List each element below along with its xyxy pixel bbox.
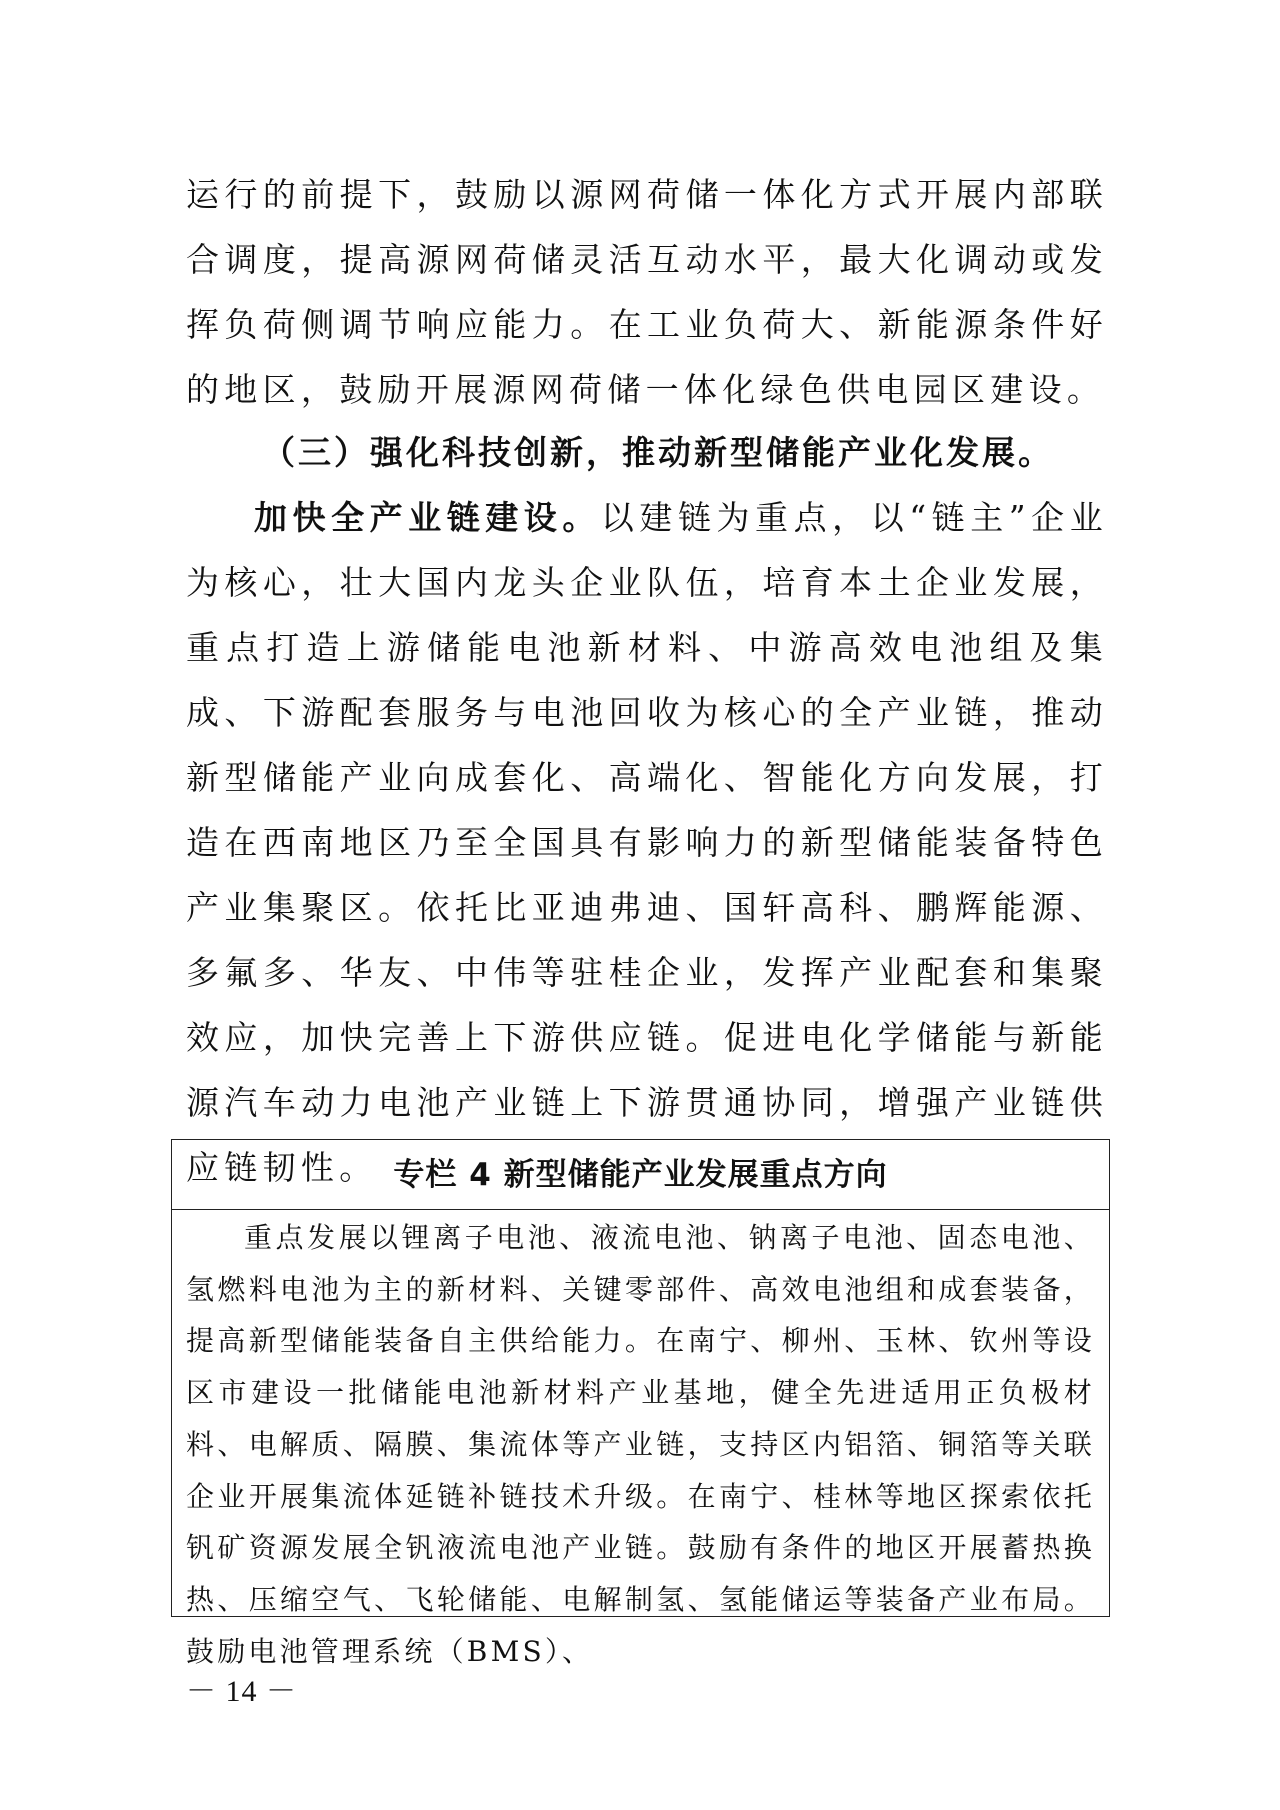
- paragraph-body-text: 以建链为重点，以“链主”企业为核心，壮大国内龙头企业队伍，培育本土企业发展，重点打造上游储能电池新材料、中游高效电池组及集成、下游配套服务与电池回收为核心的全产业链，推动新型储能产业向成套化、高端化、智能化方向发展，打造在西南地区乃至全国具有影响力的新型储能装备特色产业集聚区。依托比亚迪弗迪、国轩高科、鹏辉能源、多氟多、华友、中伟等驻桂企业，发挥产业配套和集聚效应，加快完善上下游供应链。促进电化学储能与新能源汽车动力电池产业链上下游贯通协同，增强产业链供应链韧性。: [186, 498, 1108, 1187]
- page-number: － 14 －: [186, 1675, 297, 1708]
- column-box-title: 专栏 4 新型储能产业发展重点方向: [172, 1140, 1109, 1210]
- paragraph-lead-sentence: 加快全产业链建设。: [254, 498, 601, 537]
- intro-paragraph: 运行的前提下，鼓励以源网荷储一体化方式开展内部联合调度，提高源网荷储灵活互动水平，最大化调动或发挥负荷侧调节响应能力。在工业负荷大、新能源条件好的地区，鼓励开展源网荷储一体化绿色供电园区建设。: [186, 175, 1108, 409]
- industry-chain-paragraph: [186, 485, 1108, 1200]
- section-heading: （三）强化科技创新，推动新型储能产业化发展。: [262, 433, 1054, 472]
- column-box-body: 重点发展以锂离子电池、液流电池、钠离子电池、固态电池、氢燃料电池为主的新材料、关键零部件、高效电池组和成套装备，提高新型储能装备自主供给能力。在南宁、柳州、玉林、钦州等设区市建设一批储能电池新材料产业基地，健全先进适用正负极材料、电解质、隔膜、集流体等产业链，支持区内铝箔、铜箔等关联企业开展集流体延链补链技术升级。在南宁、桂林等地区探索依托钒矿资源发展全钒液流电池产业链。鼓励有条件的地区开展蓄热换热、压缩空气、飞轮储能、电解制氢、氢能储运等装备产业布局。鼓励电池管理系统（BMS）、: [186, 1221, 1095, 1668]
- column-box: [171, 1139, 1110, 1668]
